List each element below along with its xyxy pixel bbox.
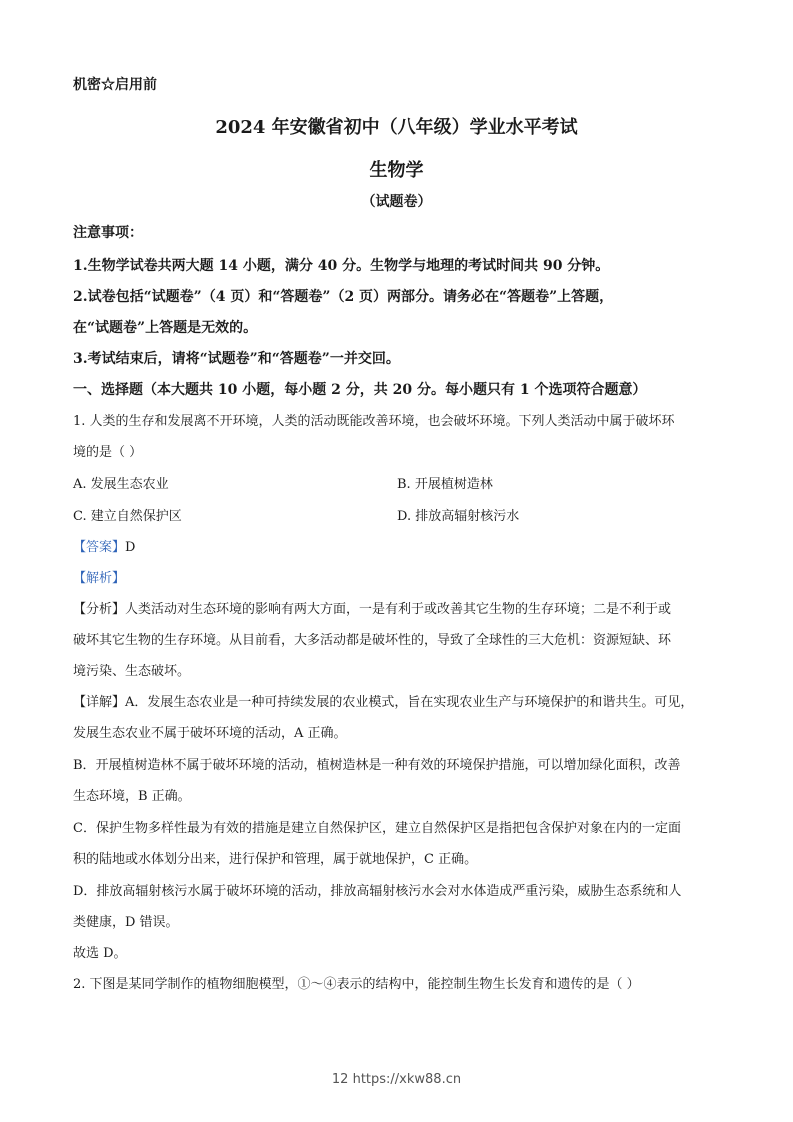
notice-item-2-line-2: 在“试题卷”上答题是无效的。: [73, 320, 258, 336]
fenxi-tag: 【分析】: [73, 602, 126, 617]
q1-option-b: B. 开展植树造林: [397, 477, 493, 492]
q1-detail-a-line-2: 发展生态农业不属于破坏环境的活动，A 正确。: [73, 726, 347, 741]
fenxi-text-1: 人类活动对生态环境的影响有两大方面，一是有利于或改善其它生物的生存环境；二是不利于或: [125, 602, 672, 617]
xiangjie-tag: 【详解】: [73, 695, 126, 710]
section-1-heading: 一、选择题（本大题共 10 小题，每小题 2 分，共 20 分。每小题只有 1 个选项符合题意）: [73, 382, 647, 398]
q1-stem-line-2: 境的是（ ）: [73, 445, 143, 460]
q1-stem-line-1: 1. 人类的生存和发展离不开环境，人类的活动既能改善环境，也会破坏环境。下列人类活动中属于破坏环: [73, 414, 675, 429]
q1-fenxi-line-3: 境污染、生态破坏。: [73, 664, 191, 679]
q1-detail-b-line-2: 生态环境，B 正确。: [73, 789, 191, 804]
q1-detail-a-line-1: [73, 691, 693, 710]
confidential-label: 机密☆启用前: [73, 77, 157, 93]
q1-conclusion: 故选 D。: [73, 946, 127, 961]
paper-label: （试题卷）: [361, 194, 432, 210]
q1-detail-d-line-2: 类健康，D 错误。: [73, 915, 179, 930]
subject-title: 生物学: [369, 160, 424, 181]
detail-a-text-1: A．发展生态农业是一种可持续发展的农业模式，旨在实现农业生产与环境保护的和谐共生。可见，: [125, 695, 694, 710]
q1-detail-b-line-1: B．开展植树造林不属于破坏环境的活动，植树造林是一种有效的环境保护措施，可以增加绿化面积，改善: [73, 758, 681, 773]
q1-option-c: C. 建立自然保护区: [73, 509, 182, 524]
answer-value: D: [125, 540, 136, 555]
q1-option-d: D. 排放高辐射核污水: [397, 509, 520, 524]
q1-fenxi-line-1: [73, 598, 671, 617]
exam-title: 2024 年安徽省初中（八年级）学业水平考试: [215, 117, 578, 138]
q1-fenxi-line-2: 破坏其它生物的生存环境。从目前看，大多活动都是破坏性的，导致了全球性的三大危机：资源短缺、环: [73, 633, 672, 648]
page-footer: 12 https://xkw88.cn: [331, 1072, 462, 1087]
answer-tag: 【答案】: [73, 540, 126, 555]
q2-stem: 2. 下图是某同学制作的植物细胞模型，①～④表示的结构中，能控制生物生长发育和遗传的是（ ）: [73, 977, 640, 992]
q1-detail-c-line-2: 积的陆地或水体划分出来，进行保护和管理，属于就地保护，C 正确。: [73, 852, 478, 867]
q1-detail-c-line-1: C．保护生物多样性最为有效的措施是建立自然保护区，建立自然保护区是指把包含保护对象在内的一定面: [73, 821, 681, 836]
notice-item-3: 3.考试结束后，请将“试题卷”和“答题卷”一并交回。: [73, 351, 400, 367]
notice-item-1: 1.生物学试卷共两大题 14 小题，满分 40 分。生物学与地理的考试时间共 90 分钟。: [73, 258, 610, 274]
q1-answer: [73, 536, 135, 555]
analysis-tag: 【解析】: [73, 571, 126, 586]
q1-detail-d-line-1: D．排放高辐射核污水属于破坏环境的活动，排放高辐射核污水会对水体造成严重污染，威胁生态系统和人: [73, 884, 682, 899]
q1-option-a: A. 发展生态农业: [73, 477, 169, 492]
notice-heading: 注意事项：: [73, 225, 143, 241]
notice-item-2-line-1: 2.试卷包括“试题卷”（4 页）和“答题卷”（2 页）两部分。请务必在“答题卷”上答题，: [73, 289, 614, 305]
